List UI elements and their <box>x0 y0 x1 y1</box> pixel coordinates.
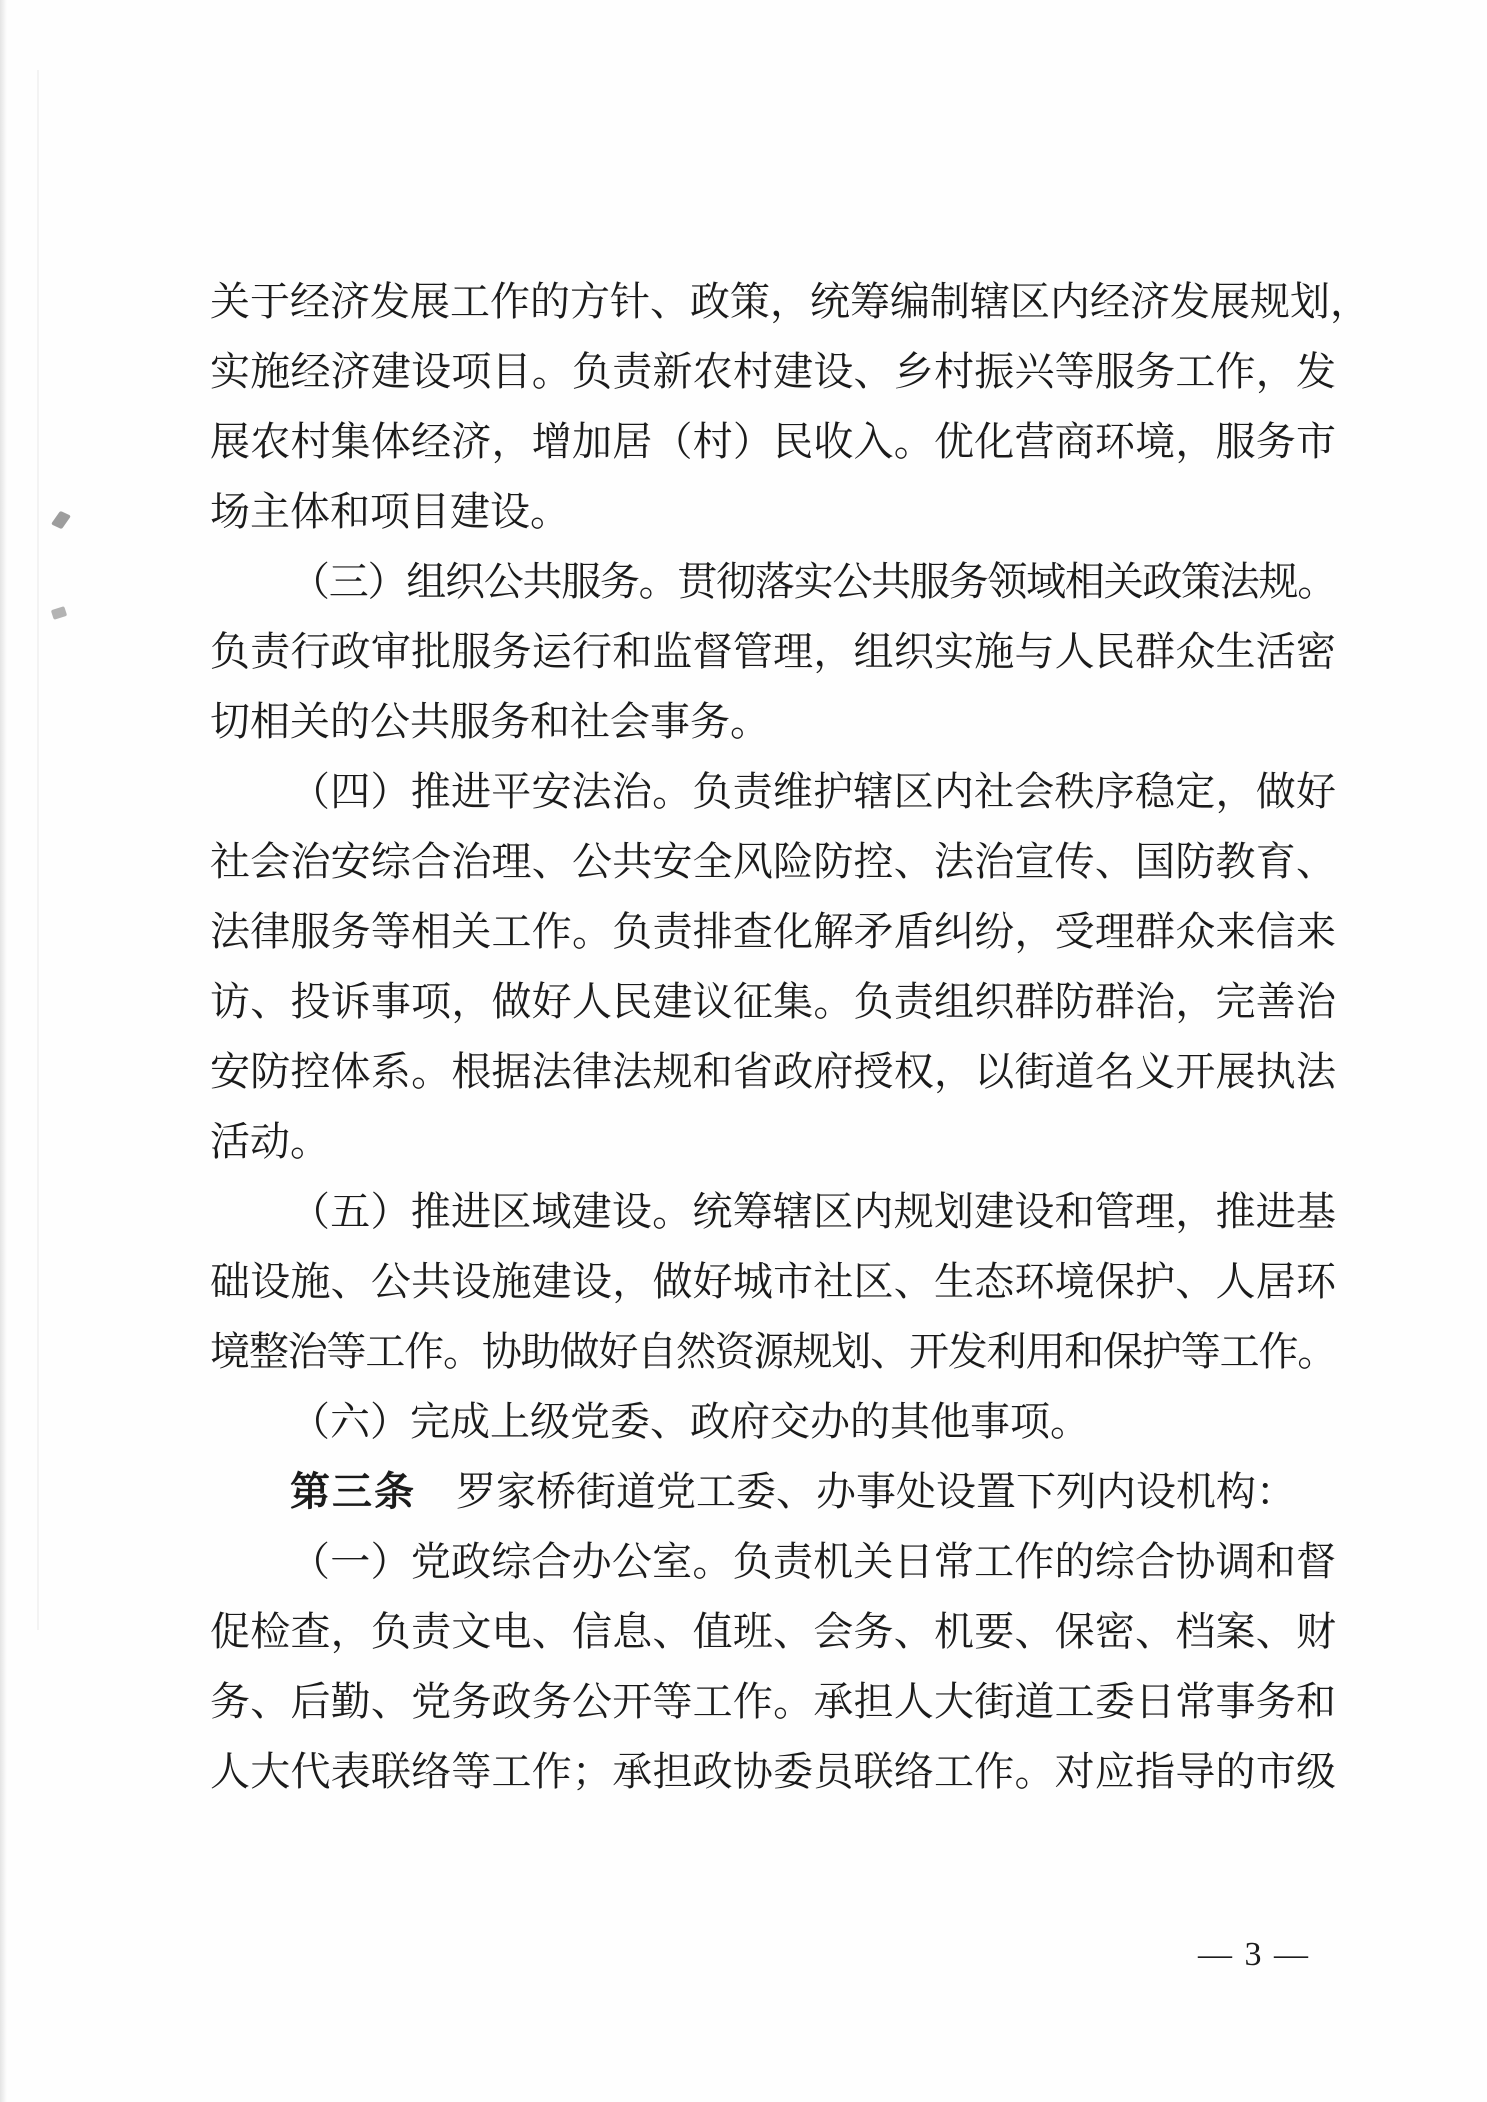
fold-line-artifact <box>37 70 39 1630</box>
article-text: 罗家桥街道党工委、办事处设置下列内设机构： <box>456 1469 1296 1514</box>
ink-smudge <box>51 606 67 620</box>
text-line: 务、后勤、党务政务公开等工作。承担人大街道工委日常事务和 <box>210 1679 1336 1724</box>
text-line: 活动。 <box>210 1119 330 1164</box>
text-line: 法律服务等相关工作。负责排查化解矛盾纠纷，受理群众来信来 <box>210 909 1336 954</box>
text-line: 场主体和项目建设。 <box>210 489 570 534</box>
scan-edge-artifact <box>0 0 7 2102</box>
text-line: 关于经济发展工作的方针、政策，统筹编制辖区内经济发展规划， <box>210 279 1370 324</box>
text-line: （一）党政综合办公室。负责机关日常工作的综合协调和督 <box>290 1539 1336 1584</box>
text-line: （四）推进平安法治。负责维护辖区内社会秩序稳定，做好 <box>290 769 1336 814</box>
text-line: 础设施、公共设施建设，做好城市社区、生态环境保护、人居环 <box>210 1259 1336 1304</box>
text-line: 安防控体系。根据法律法规和省政府授权，以街道名义开展执法 <box>210 1049 1336 1094</box>
text-line: （三）组织公共服务。贯彻落实公共服务领域相关政策法规。 <box>290 559 1336 604</box>
text-line: （六）完成上级党委、政府交办的其他事项。 <box>290 1399 1090 1444</box>
text-line: 展农村集体经济，增加居（村）民收入。优化营商环境，服务市 <box>210 419 1336 464</box>
text-line: 社会治安综合治理、公共安全风险防控、法治宣传、国防教育、 <box>210 839 1336 884</box>
text-line: 促检查，负责文电、信息、值班、会务、机要、保密、档案、财 <box>210 1609 1336 1654</box>
text-line: 切相关的公共服务和社会事务。 <box>210 699 770 744</box>
text-line: （五）推进区域建设。统筹辖区内规划建设和管理，推进基 <box>290 1189 1336 1234</box>
page-number: — 3 — <box>1198 1936 1310 1973</box>
text-line: 人大代表联络等工作；承担政协委员联络工作。对应指导的市级 <box>210 1749 1336 1794</box>
ink-smudge <box>51 511 71 529</box>
text-line: 境整治等工作。协助做好自然资源规划、开发利用和保护等工作。 <box>210 1329 1336 1374</box>
article-number: 第三条 <box>290 1470 416 1514</box>
text-line: 负责行政审批服务运行和监督管理，组织实施与人民群众生活密 <box>210 629 1336 674</box>
article-heading-line <box>210 1457 1336 1527</box>
body-text <box>210 267 1370 1807</box>
text-line: 访、投诉事项，做好人民建议征集。负责组织群防群治，完善治 <box>210 979 1336 1024</box>
text-line: 实施经济建设项目。负责新农村建设、乡村振兴等服务工作，发 <box>210 349 1336 394</box>
